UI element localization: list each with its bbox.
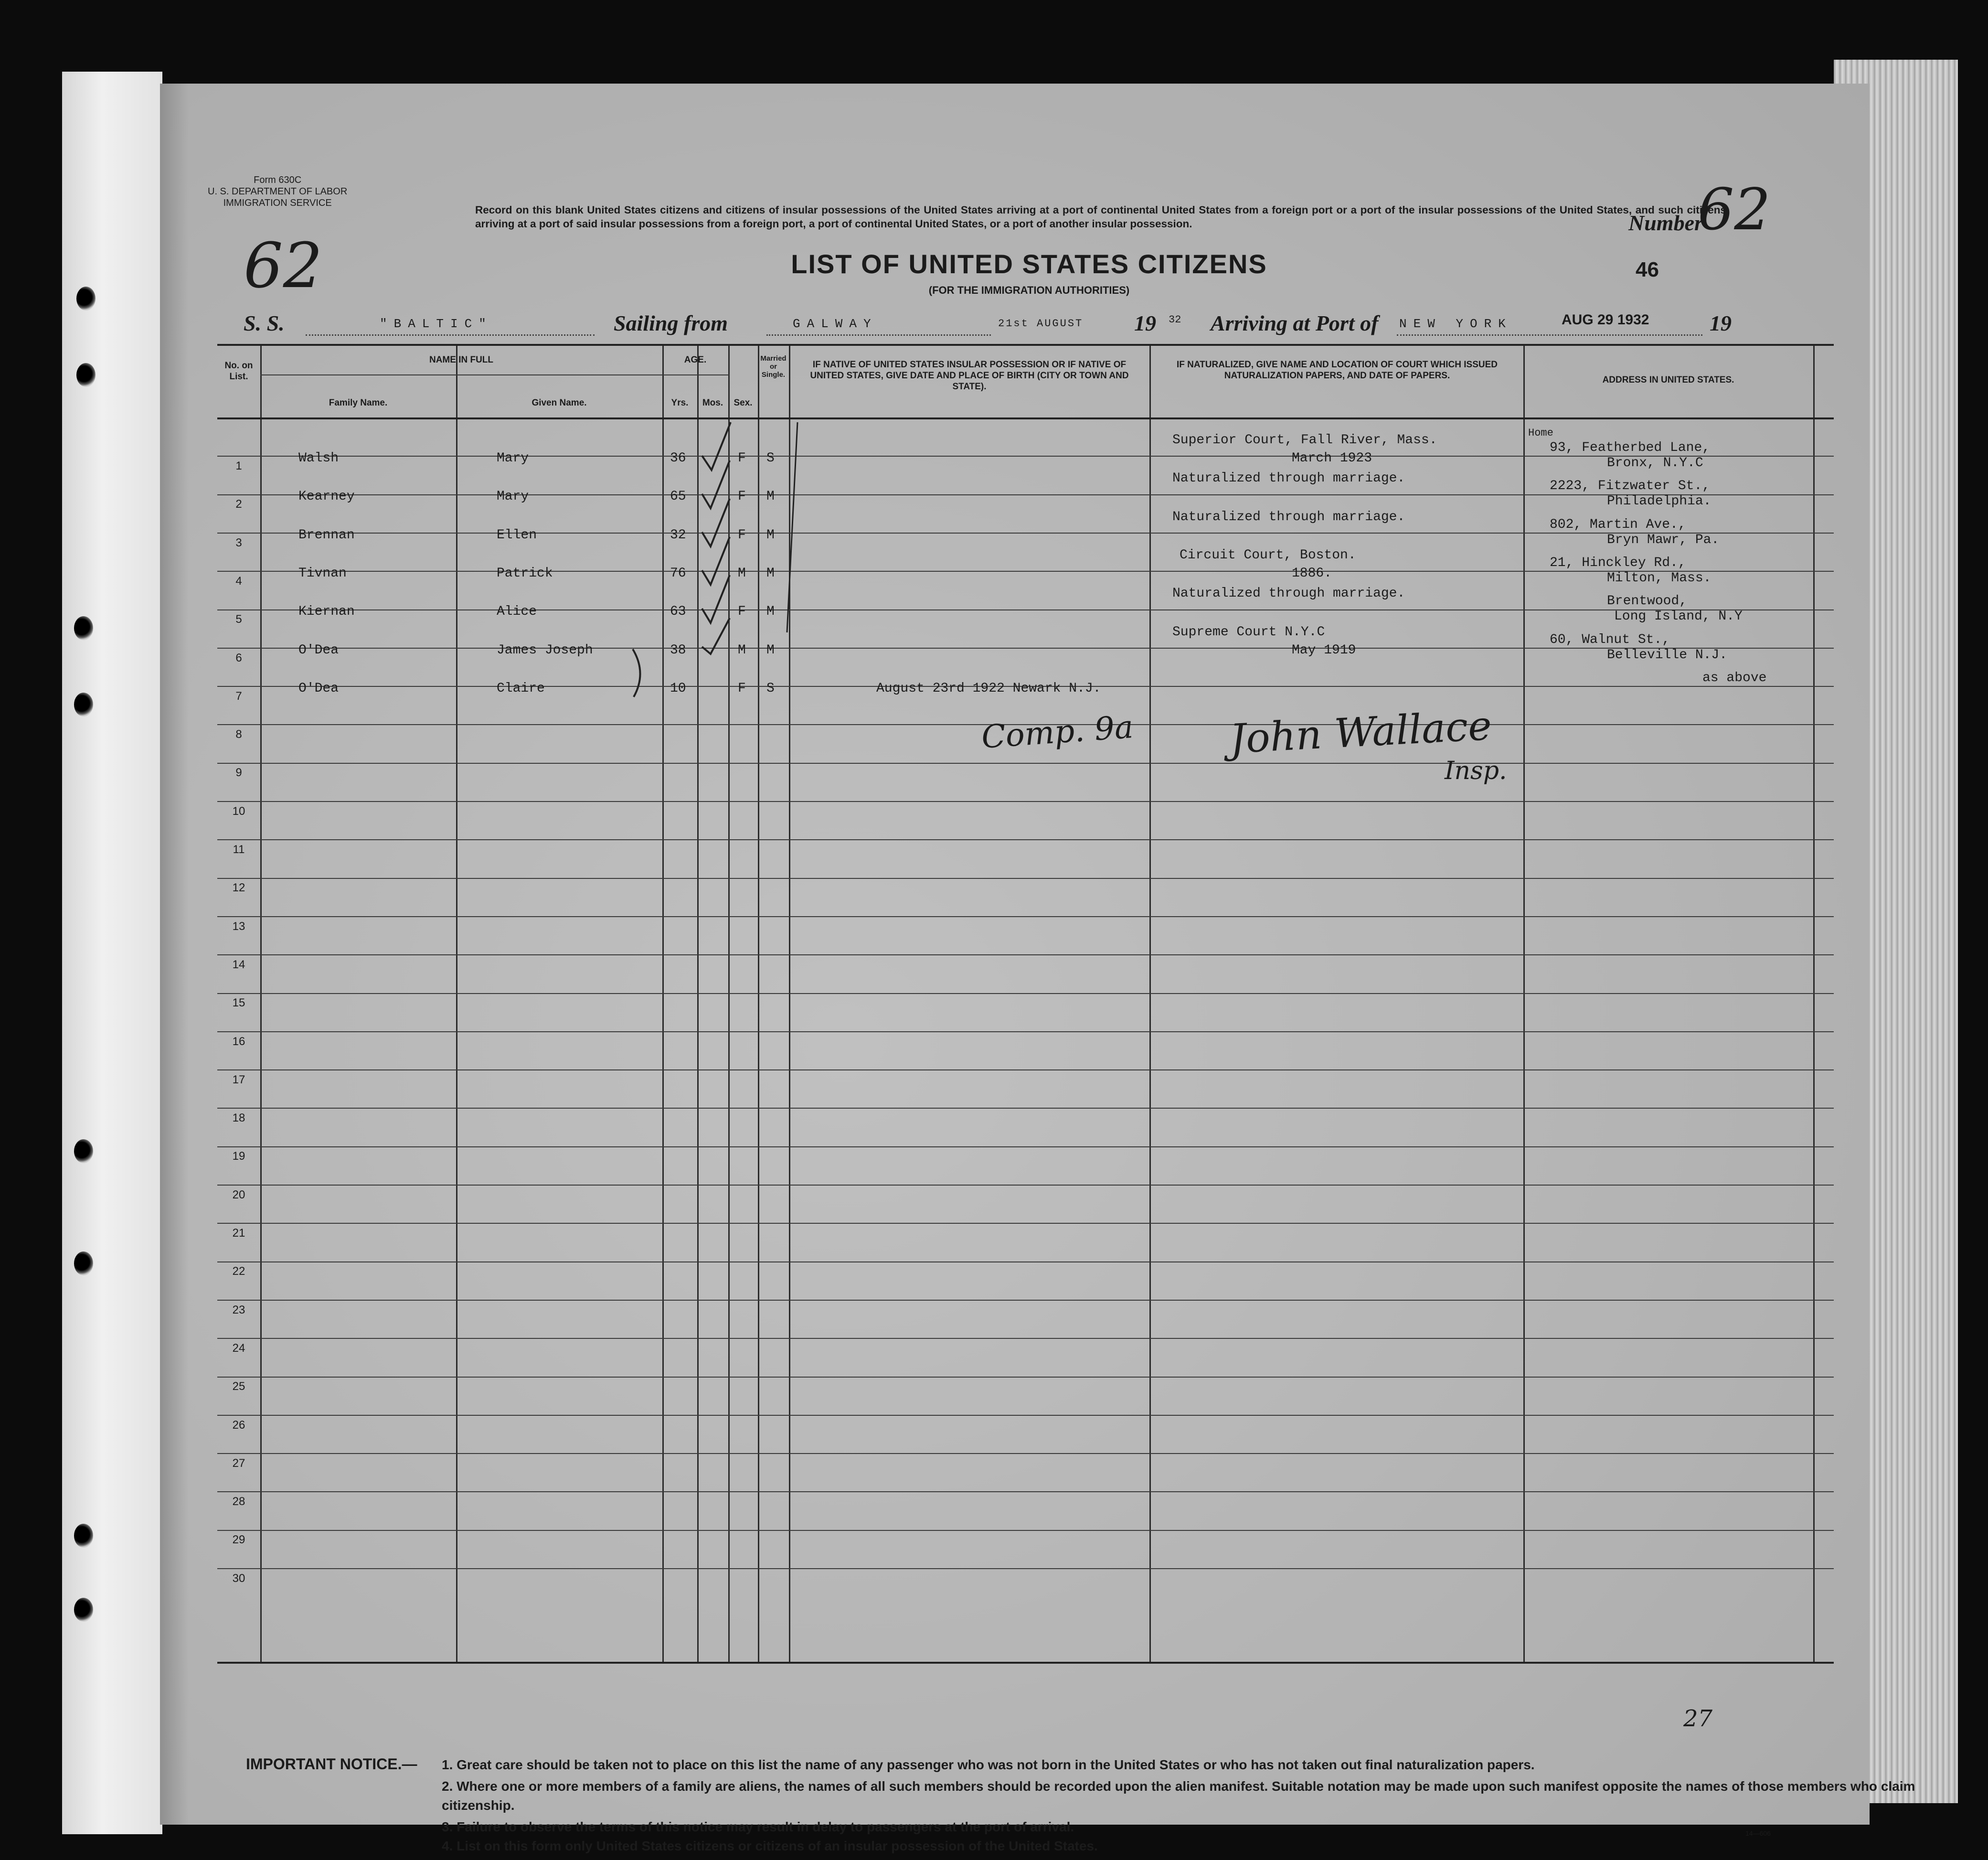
address-line-2: Bronx, N.Y.C xyxy=(1607,456,1703,470)
family-name: Kiernan xyxy=(298,604,355,620)
row-rule xyxy=(217,1069,1834,1070)
arrival-port: NEW YORK xyxy=(1399,317,1512,331)
naturalization-court: Naturalized through marriage. xyxy=(1172,509,1405,524)
col-rule xyxy=(1149,346,1151,1662)
row-rule xyxy=(217,1453,1834,1454)
notice-item: 4. List on this form only United States citizens or citizens of an insular possession of the United States. xyxy=(442,1839,1098,1853)
naturalization-court: Naturalized through marriage. xyxy=(1172,471,1405,486)
handwritten-page-number: 27 xyxy=(1683,1705,1713,1732)
arrival-date-stamp: AUG 29 1932 xyxy=(1562,312,1649,328)
row-number: 22 xyxy=(232,1265,245,1278)
address-line-1: as above xyxy=(1702,670,1767,685)
row-rule xyxy=(217,1146,1834,1147)
row-rule xyxy=(217,494,1834,495)
row-number: 19 xyxy=(232,1150,245,1163)
check-marks xyxy=(697,417,759,656)
punch-hole xyxy=(74,1251,93,1275)
row-number: 15 xyxy=(232,996,245,1010)
age-years: 76 xyxy=(670,566,686,581)
col-head-birth: IF NATIVE OF UNITED STATES INSULAR POSSESSION OR IF NATIVE OF UNITED STATES, GIVE DATE AND PLACE OF BIRTH (CITY OR TOWN AND STATE). xyxy=(810,360,1129,392)
punch-hole xyxy=(74,1139,93,1163)
row-number: 24 xyxy=(232,1341,245,1355)
row-rule xyxy=(217,763,1834,764)
marital-column-stroke xyxy=(783,417,802,637)
family-name: O'Dea xyxy=(298,642,339,658)
row-number: 11 xyxy=(233,843,245,856)
col-head-age: AGE. xyxy=(684,355,707,365)
punch-hole xyxy=(74,1598,93,1622)
row-rule xyxy=(217,1568,1834,1569)
ship-underline xyxy=(306,334,595,336)
row-rule xyxy=(217,533,1834,534)
given-name: Mary xyxy=(497,489,529,504)
ss-label: S. S. xyxy=(244,311,285,335)
row-rule xyxy=(217,916,1834,917)
sex: F xyxy=(738,451,746,466)
bracket-mark xyxy=(628,647,652,699)
naturalization-court: Circuit Court, Boston. xyxy=(1180,547,1356,563)
col-head-naturalization: IF NATURALIZED, GIVE NAME AND LOCATION OF COURT WHICH ISSUED NATURALIZATION PAPERS, AND DATE OF PAPERS. xyxy=(1176,360,1498,381)
row-rule xyxy=(217,1185,1834,1186)
row-number: 30 xyxy=(232,1571,245,1585)
header-bottom-rule xyxy=(217,417,1834,419)
age-years: 32 xyxy=(670,527,686,543)
header-subrule xyxy=(260,374,729,375)
row-number: 21 xyxy=(232,1227,245,1240)
row-number: 23 xyxy=(232,1303,245,1316)
marital-status: M xyxy=(766,527,775,543)
port-underline xyxy=(766,334,991,336)
address-line-1: Brentwood, xyxy=(1607,594,1688,609)
naturalization-date: May 1919 xyxy=(1292,642,1356,658)
sex: M xyxy=(738,642,746,658)
address-line-2: Bryn Mawr, Pa. xyxy=(1607,532,1720,547)
naturalization-date: March 1923 xyxy=(1292,451,1372,466)
inspector-signature: John Wallace xyxy=(1228,702,1493,763)
arrival-underline xyxy=(1397,334,1702,336)
row-number: 25 xyxy=(232,1380,245,1393)
family-name: O'Dea xyxy=(298,681,339,696)
sailing-from-label: Sailing from xyxy=(614,311,728,335)
row-rule xyxy=(217,1261,1834,1262)
row-number: 12 xyxy=(232,881,245,895)
row-rule xyxy=(217,1415,1834,1416)
arrival-year-label: 19 xyxy=(1710,311,1732,335)
naturalization-court: Supreme Court N.Y.C xyxy=(1172,624,1325,640)
form-number: Form 630C xyxy=(254,175,302,185)
given-name: Alice xyxy=(497,604,537,620)
given-name: Mary xyxy=(497,451,529,466)
page-subtitle: (FOR THE IMMIGRATION AUTHORITIES) xyxy=(928,284,1130,296)
binder-strip xyxy=(62,72,162,1834)
row-number: 5 xyxy=(235,613,242,626)
col-head-years: Yrs. xyxy=(671,398,689,408)
manifest-sheet xyxy=(160,84,1915,1853)
punch-hole xyxy=(76,363,96,387)
address-line-2: Belleville N.J. xyxy=(1607,647,1728,663)
marital-status: S xyxy=(766,451,775,466)
address-line-1: 93, Featherbed Lane, xyxy=(1550,440,1711,455)
address-line-2: Philadelphia. xyxy=(1607,494,1712,509)
row-rule xyxy=(217,801,1834,802)
row-rule xyxy=(217,1377,1834,1378)
row-rule xyxy=(217,1491,1834,1492)
row-number: 27 xyxy=(232,1456,245,1470)
age-years: 65 xyxy=(670,489,686,504)
page-title: LIST OF UNITED STATES CITIZENS xyxy=(791,249,1267,279)
given-name: Ellen xyxy=(497,527,537,543)
row-rule xyxy=(217,1338,1834,1339)
year-label: 19 xyxy=(1134,311,1156,335)
address-line-2: Milton, Mass. xyxy=(1607,570,1712,586)
sex: F xyxy=(738,489,746,504)
marital-status: S xyxy=(766,681,775,696)
punch-hole xyxy=(74,1524,93,1548)
row-rule xyxy=(217,839,1834,840)
row-rule xyxy=(217,609,1834,610)
row-rule xyxy=(217,1300,1834,1301)
given-name: Claire xyxy=(497,681,545,696)
sex: F xyxy=(738,604,746,620)
number-label: Number xyxy=(1628,211,1703,235)
row-rule xyxy=(217,993,1834,994)
row-number: 29 xyxy=(232,1533,245,1547)
passenger-table xyxy=(217,344,1834,1664)
naturalization-date: 1886. xyxy=(1292,566,1332,581)
row-rule xyxy=(217,878,1834,879)
marital-status: M xyxy=(766,489,775,504)
col-rule xyxy=(456,346,457,1662)
row-number: 16 xyxy=(232,1035,245,1048)
col-rule xyxy=(260,346,262,1662)
row-rule xyxy=(217,1530,1834,1531)
handwritten-number: 62 xyxy=(1698,177,1771,243)
family-name: Brennan xyxy=(298,527,355,543)
row-number: 28 xyxy=(232,1495,245,1508)
year-suffix: 32 xyxy=(1169,314,1181,326)
notice-item: 3. Failure to observe the terms of this notice may result in delay to passengers at the port of arrival. xyxy=(442,1819,1074,1834)
record-instructions: Record on this blank United States citizens and citizens of insular possessions of the United States arriving at a port of continental United States from a foreign port or a port of the insular possessions of the United States, and such citizens arriving at a port of said insular possessions from a foreign port, a port of continental United States, or a port of another insular possession. xyxy=(475,204,1726,230)
row-number: 17 xyxy=(232,1073,245,1086)
page-number: 46 xyxy=(1636,258,1659,281)
marital-status: M xyxy=(766,642,775,658)
address-line-1: 2223, Fitzwater St., xyxy=(1550,479,1711,494)
sex: F xyxy=(738,527,746,543)
row-number: 3 xyxy=(235,536,242,549)
departure-date: 21st AUGUST xyxy=(998,318,1084,330)
naturalization-court: Superior Court, Fall River, Mass. xyxy=(1172,433,1437,448)
col-head-marital: Married or Single. xyxy=(760,354,787,379)
departure-port: GALWAY xyxy=(793,317,878,331)
marital-status: M xyxy=(766,566,775,581)
punch-hole xyxy=(74,616,93,640)
row-number: 14 xyxy=(232,958,245,971)
col-rule xyxy=(662,346,664,1662)
col-head-name: NAME IN FULL xyxy=(429,355,494,365)
row-number: 13 xyxy=(232,919,245,933)
department-name: U. S. DEPARTMENT OF LABOR xyxy=(208,186,348,197)
col-head-address: ADDRESS IN UNITED STATES. xyxy=(1602,375,1734,385)
row-number: 8 xyxy=(235,728,242,741)
row-number: 20 xyxy=(232,1188,245,1201)
row-number: 7 xyxy=(235,689,242,703)
family-name: Walsh xyxy=(298,451,339,466)
age-years: 36 xyxy=(670,451,686,466)
col-rule xyxy=(1813,346,1815,1662)
address-line-1: 60, Walnut St., xyxy=(1550,632,1670,647)
page-shadow xyxy=(160,84,189,1825)
service-name: IMMIGRATION SERVICE xyxy=(223,198,332,208)
row-rule xyxy=(217,648,1834,649)
family-name: Kearney xyxy=(298,489,355,504)
col-head-months: Mos. xyxy=(702,398,723,408)
marital-status: M xyxy=(766,604,775,620)
birth-place: August 23rd 1922 Newark N.J. xyxy=(876,681,1101,696)
printer-code: 14—606 xyxy=(1745,1829,1771,1837)
row-rule xyxy=(217,1223,1834,1224)
family-name: Tivnan xyxy=(298,566,347,581)
naturalization-court: Naturalized through marriage. xyxy=(1172,586,1405,601)
arriving-label: Arriving at Port of xyxy=(1211,311,1379,335)
row-rule xyxy=(217,571,1834,572)
notice-item: 2. Where one or more members of a family are aliens, the names of all such members should be recorded upon the alien manifest. Suitable notation may be made upon such manifest opposite the names of those members who claim citizenship. xyxy=(442,1779,1915,1813)
row-number: 4 xyxy=(235,574,242,588)
sex: F xyxy=(738,681,746,696)
row-number: 6 xyxy=(235,651,242,664)
sex: M xyxy=(738,566,746,581)
given-name: James Joseph xyxy=(497,642,593,658)
age-years: 10 xyxy=(670,681,686,696)
ship-name: "BALTIC" xyxy=(380,317,493,331)
address-line-2: Long Island, N.Y xyxy=(1614,609,1743,624)
col-head-given: Given Name. xyxy=(532,398,587,408)
row-number: 10 xyxy=(232,804,245,818)
col-head-family: Family Name. xyxy=(329,398,388,408)
punch-hole xyxy=(74,693,93,716)
row-number: 9 xyxy=(235,766,242,780)
punch-hole xyxy=(76,287,96,310)
col-head-sex: Sex. xyxy=(734,398,753,408)
row-rule xyxy=(217,1108,1834,1109)
row-number: 2 xyxy=(235,498,242,511)
comp-note: Comp. 9a xyxy=(980,708,1135,756)
age-years: 63 xyxy=(670,604,686,620)
row-number: 26 xyxy=(232,1418,245,1432)
row-number: 1 xyxy=(235,460,242,472)
age-years: 38 xyxy=(670,642,686,658)
row-rule xyxy=(217,456,1834,457)
form-id-block xyxy=(208,174,347,209)
notice-item: 1. Great care should be taken not to place on this list the name of any passenger who was not born in the United States or who has not taken out final naturalization papers. xyxy=(442,1757,1535,1772)
given-name: Patrick xyxy=(497,566,553,581)
notice-title: IMPORTANT NOTICE.— xyxy=(246,1755,417,1773)
address-line-1: 802, Martin Ave., xyxy=(1550,517,1686,532)
row-rule xyxy=(217,954,1834,955)
col-head-number: No. on List. xyxy=(224,361,253,382)
row-rule xyxy=(217,1031,1834,1032)
inspector-title: Insp. xyxy=(1445,757,1507,785)
col-rule xyxy=(1523,346,1525,1662)
row-number: 18 xyxy=(232,1112,245,1125)
address-line-1: 21, Hinckley Rd., xyxy=(1550,555,1686,570)
handwritten-list-number: 62 xyxy=(244,229,323,302)
address-note: Home xyxy=(1528,427,1553,439)
